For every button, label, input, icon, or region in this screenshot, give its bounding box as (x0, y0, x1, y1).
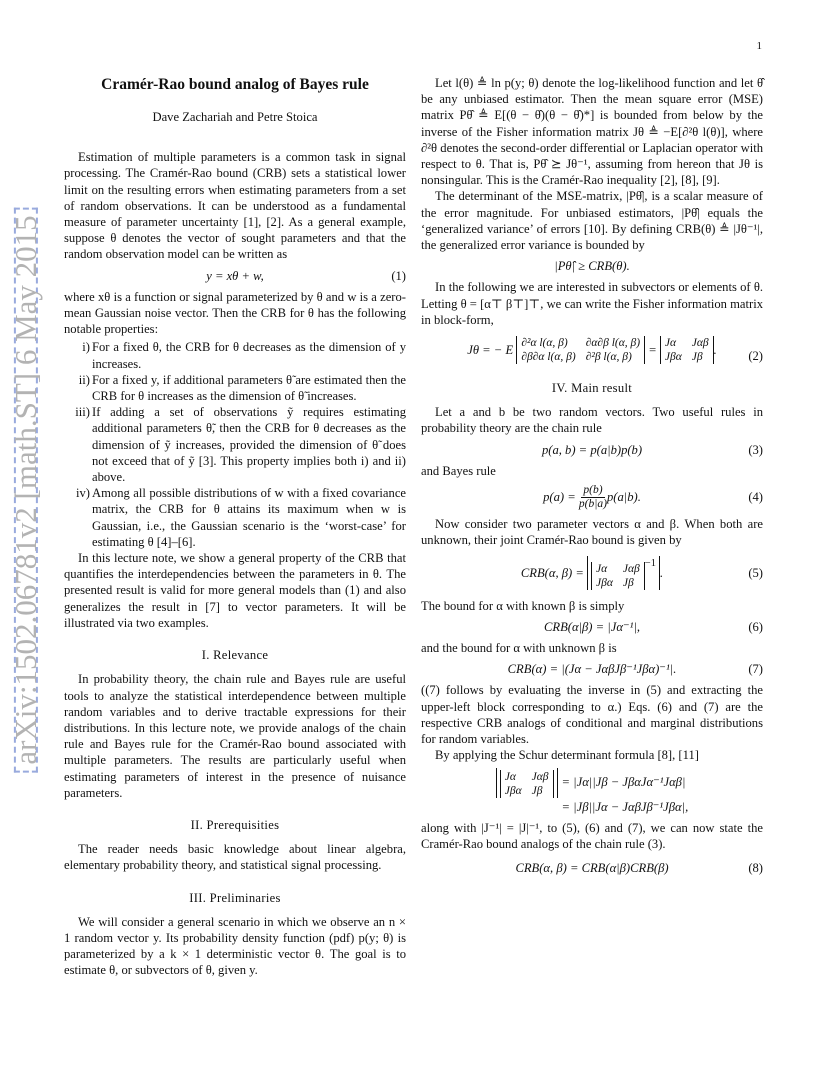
matrix-cell: Jα (596, 562, 608, 575)
matrix-cell: Jβ (531, 785, 543, 798)
intro-paragraph-1: Estimation of multiple parameters is a common task in signal processing. The Cramér-Rao bound (CRB) sets a statistical lower limit on the resulting errors when estimating parameters from a set of random observations. It can be understood as a fundamental measure of parameter uncertainty [1], [2]. As a general example, suppose θ denotes the vector of sought parameters and that the random observation model can be written as (64, 150, 406, 262)
matrix-cell: Jβ (691, 351, 703, 364)
equation-6 (421, 619, 763, 635)
property-label: ii) (78, 372, 90, 387)
equation-8-body: CRB(α, β) = CRB(α|β)CRB(β) (515, 861, 669, 876)
property-item (75, 404, 406, 485)
matrix-cell: Jαβ (691, 337, 709, 350)
matrix-cell: Jα (664, 337, 676, 350)
equation-2-block-matrix (660, 336, 714, 364)
matrix-cell: Jβα (596, 576, 613, 589)
equation-1-body: y = xθ + w, (206, 268, 264, 283)
equation-4-lhs: p(a) = (543, 490, 576, 505)
matrix-cell: Jβ (622, 576, 634, 589)
right-paragraph-6: Now consider two parameter vectors α and β. When both are unknown, their joint Cramér-Rao bound is given by (421, 517, 763, 548)
matrix-cell: ∂β∂α l(α, β) (521, 351, 576, 364)
section-prerequisites-heading: II. Prerequisities (190, 817, 280, 832)
equation-3 (421, 442, 763, 458)
right-column (421, 75, 763, 882)
equation-crb-inequality (421, 258, 763, 274)
section-prerequisites-text: The reader needs basic knowledge about linear algebra, elementary probability theory, and statistical signal processing. (64, 842, 406, 873)
schur-line-1: = |Jα||Jβ − JβαJα⁻¹Jαβ| (561, 775, 686, 790)
equation-5-determinant: Jα Jαβ Jβα Jβ $^{-1}$ (587, 556, 660, 589)
property-label: i) (82, 340, 90, 355)
matrix-cell: Jβα (504, 785, 522, 798)
equation-4-fraction (579, 484, 607, 511)
schur-formula (421, 768, 763, 814)
equation-crb-body: |Pθ̂| ≥ CRB(θ). (554, 259, 630, 274)
equation-1 (64, 268, 406, 284)
fraction-numerator: p(b) (583, 484, 603, 497)
equation-2-lhs: Jθ = − E (467, 342, 514, 357)
equation-6-number: (6) (748, 619, 763, 634)
right-paragraph-11: along with |J⁻¹| = |J|⁻¹, to (5), (6) and (7), we can now state the Cramér-Rao bound analogs of the chain rule (3). (421, 820, 763, 852)
intro-paragraph-2: where xθ is a function or signal parameterized by θ and w is a zero-mean Gaussian noise vector. Then the CRB for θ has the following notable properties: (64, 289, 406, 337)
section-main-result-heading: IV. Main result (551, 381, 633, 396)
schur-matrix (500, 770, 554, 798)
right-paragraph-4: Let a and b be two random vectors. Two useful rules in probability theory are the chain rule (421, 405, 763, 436)
right-paragraph-3: In the following we are interested in subvectors or elements of θ. Letting θ = [α⊤ β⊤]⊤, we can write the Fisher information matrix in block-form, (421, 280, 763, 327)
section-preliminaries-text: We will consider a general scenario in which we observe an n × 1 random vector y. Its probability density function (pdf) p(y; θ) is parameterized by a k × 1 deterministic vector θ. The goal is to estimate θ, or subvectors of θ, given y. (64, 914, 406, 978)
equation-3-body: p(a, b) = p(a|b)p(b) (541, 442, 643, 457)
property-item (82, 339, 406, 371)
equation-5-matrix (591, 562, 645, 590)
right-paragraph-10: By applying the Schur determinant formula [8], [11] (435, 748, 699, 763)
equation-3-number: (3) (748, 442, 763, 457)
schur-determinant (496, 768, 558, 798)
left-column (64, 75, 406, 979)
equation-2: Jθ = − E ∂²α l(α, β) ∂α∂β l(α, β) ∂β∂α l(α, β) ∂²β l(α, β) = Jα Jαβ Jβα Jβ . (2) (467, 337, 763, 364)
matrix-cell: Jα (504, 771, 516, 784)
equation-2-matrix (516, 336, 645, 364)
fraction-denominator: p(b|a) (578, 498, 607, 511)
right-paragraph-7: The bound for α with known β is simply (421, 598, 625, 613)
matrix-cell: ∂α∂β l(α, β) (585, 337, 641, 350)
matrix-cell: Jβα (664, 351, 682, 364)
equation-6-body: CRB(α|β) = |Jα⁻¹|, (543, 619, 640, 634)
section-relevance-text: In probability theory, the chain rule and Bayes rule are useful tools to analyze the statistical interdependence between multiple random variables and to derive tractable expressions for their distributions. In this lecture note, we provide analogs of the chain rule and Bayes rule for the Cramér-Rao bound associated with multiple parameters. The results are particularly useful when estimating parameters of interest in the presence of nuisance parameters. (64, 672, 406, 800)
equation-2-number: (2) (748, 349, 763, 364)
properties-list (64, 339, 406, 550)
property-item (78, 372, 406, 404)
intro-paragraph-3: In this lecture note, we show a general property of the CRB that quantifies the interdependencies between the parameters in θ. The presented result is valid for more general models than (1) and also generalizes the result in [7] to vector parameters. It will be illustrated via two examples. (64, 551, 406, 630)
authors: Dave Zachariah and Petre Stoica (152, 110, 318, 124)
equation-7-number: (7) (748, 662, 763, 677)
right-paragraph-9: ((7) follows by evaluating the inverse in (5) and extracting the upper-left block corresponding to α.) Eqs. (6) and (7) are the respective CRB analogs of conditional and marginal distributions for random variables. (421, 683, 763, 747)
equation-7-body: CRB(α) = |(Jα − JαβJβ⁻¹Jβα)⁻¹|. (507, 662, 677, 677)
right-paragraph-1: Let l(θ) ≜ ln p(y; θ) denote the log-likelihood function and let θ̂ be any unbiased estimator. Then the mean square error (MSE) matrix Pθ̂ ≜ E[(θ − θ̂)(θ − θ̂)*] is bounded from below by the inverse of the Fisher information matrix Jθ ≜ −E[∂²θ l(θ)], where ∂²θ denotes the second-order differential or Laplacian operator with respect to θ. That is, Pθ̂ ⪰ Jθ⁻¹, assuming from hereon that Jθ is nonsingular. This is the Cramér-Rao inequality [2], [8], [9]. (421, 76, 763, 188)
section-preliminaries-heading: III. Preliminaries (189, 890, 281, 905)
equation-1-number: (1) (391, 268, 406, 283)
equation-8 (421, 860, 763, 876)
right-paragraph-8: and the bound for α with unknown β is (421, 641, 617, 656)
paper-title: Cramér-Rao bound analog of Bayes rule (101, 76, 369, 93)
right-paragraph-5: and Bayes rule (421, 463, 496, 478)
equation-4-rhs: p(a|b). (606, 490, 641, 505)
equation-7 (421, 661, 763, 677)
matrix-cell: ∂²β l(α, β) (585, 351, 632, 364)
property-item (76, 485, 406, 550)
matrix-cell: ∂²α l(α, β) (521, 337, 568, 350)
arxiv-stamp-text: arXiv:1502.06781v2 [math.ST] 6 May 2015 (14, 207, 38, 772)
equation-8-number: (8) (748, 861, 763, 876)
equation-5-lhs: CRB(α, β) = (520, 565, 584, 580)
schur-line-2: = |Jβ||Jα − JαβJβ⁻¹Jβα|, (561, 799, 689, 814)
matrix-cell: Jαβ (531, 771, 549, 784)
property-text: For a fixed y, if additional parameters θ̃ are estimated then the CRB for θ increases as the dimension of θ̃ increases. (92, 372, 406, 404)
equation-5-number: (5) (748, 565, 763, 580)
section-relevance-heading: I. Relevance (201, 648, 269, 663)
equation-5: CRB(α, β) = Jα Jαβ Jβα Jβ $^{-1}$ . (5) (520, 558, 763, 589)
right-paragraph-2: The determinant of the MSE-matrix, |Pθ̂|, is a scalar measure of the error magnitude. For unbiased estimators, |Pθ̂| equals the ‘generalized variance’ of errors [10]. By defining CRB(θ) ≜ |Jθ⁻¹|, the generalized error variance is bounded by (421, 189, 763, 253)
equation-4-number: (4) (748, 490, 763, 505)
equation-4 (421, 484, 763, 511)
property-text: If adding a set of observations ỹ requires estimating additional parameters θ̃, then the CRB for θ decreases as the dimension of ỹ increases, provided the dimension of θ̃ does not exceed that of ỹ [3]. This property implies both i) and ii) above. (92, 405, 406, 485)
page-number: 1 (756, 40, 762, 52)
property-text: Among all possible distributions of w with a fixed covariance matrix, the CRB for θ attains its maximum when w is Gaussian, i.e., the Gaussian scenario is the ‘worst-case’ for estimating θ [4]–[6]. (92, 486, 406, 549)
property-text: For a fixed θ, the CRB for θ decreases as the dimension of y increases. (92, 340, 406, 371)
property-label: iii) (75, 405, 90, 420)
schur-lines (562, 768, 689, 814)
matrix-cell: Jαβ (622, 562, 640, 575)
arxiv-stamp[interactable] (6, 215, 46, 765)
property-label: iv) (76, 486, 90, 501)
